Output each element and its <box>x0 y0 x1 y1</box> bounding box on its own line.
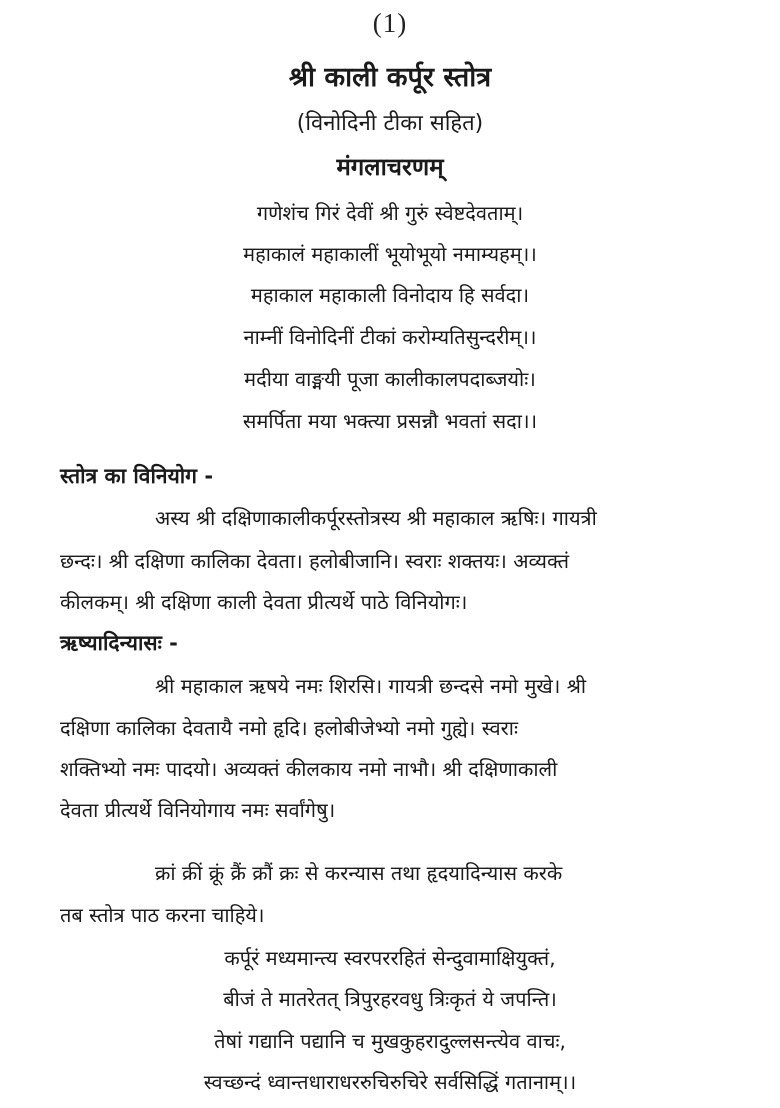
viniyog-line: छन्दः। श्री दक्षिणा कालिका देवता। हलोबीजानि। स्वराः शक्तयः। अव्यक्तं <box>60 549 570 573</box>
viniyog-line: अस्य श्री दक्षिणाकालीकर्पूरस्तोत्रस्य श्री महाकाल ऋषिः। गायत्री <box>155 506 597 530</box>
page-subtitle: (विनोदिनी टीका सहित) <box>296 111 484 136</box>
page-title: श्री काली कर्पूर स्तोत्र <box>288 62 492 93</box>
rishyadinyas-line: श्री महाकाल ऋषये नमः शिरसि। गायत्री छन्दसे नमो मुखे। श्री <box>155 674 587 698</box>
rishyadinyas-heading: ऋष्यादिन्यासः - <box>60 631 178 655</box>
stotra-verse-line: कर्पूरं मध्यमान्त्य स्वरपररहितं सेन्दुवामाक्षियुक्तं, <box>224 946 556 970</box>
viniyog-heading: स्तोत्र का विनियोग - <box>60 464 214 488</box>
stotra-verse-line: बीजं ते मातरेतत् त्रिपुरहरवधु त्रिःकृतं ये जपन्ति। <box>223 987 557 1011</box>
mangalacharan-verse-line: नाम्नीं विनोदिनीं टीकां करोम्यतिसुन्दरीम्।। <box>243 325 537 349</box>
stotra-verse-line: स्वच्छन्दं ध्वान्तधाराधररुचिरुचिरे सर्वसिद्धिं गतानाम्।। <box>203 1070 577 1094</box>
rishyadinyas-line: दक्षिणा कालिका देवतायै नमो हृदि। हलोबीजेभ्यो नमो गुह्ये। स्वराः <box>60 716 519 740</box>
mangalacharan-verse-line: महाकालं महाकालीं भूयोभूयो नमाम्यहम्।। <box>243 242 537 266</box>
mangalacharan-verse-line: समर्पिता मया भक्त्या प्रसन्नौ भवतां सदा।। <box>242 409 538 433</box>
mangalacharan-verse-line: मदीया वाङ्मयी पूजा कालीकालपदाब्जयोः। <box>244 367 536 391</box>
rishyadinyas-line: शक्तिभ्यो नमः पादयो। अव्यक्तं कीलकाय नमो नाभौ। श्री दक्षिणाकाली <box>60 757 558 781</box>
karanyas-line: क्रां क्रीं क्रूं क्रैं क्रौं क्रः से करन्यास तथा हृदयादिन्यास करके <box>155 861 563 885</box>
mangalacharan-verse-line: महाकाल महाकाली विनोदाय हि सर्वदा। <box>250 283 530 307</box>
mangalacharan-verse-line: गणेशंच गिरं देवीं श्री गुरुं स्वेष्टदेवताम्। <box>256 201 524 225</box>
mangalacharan-heading: मंगलाचरणम् <box>336 153 444 181</box>
viniyog-line: कीलकम्। श्री दक्षिणा काली देवता प्रीत्यर्थे पाठे विनियोगः। <box>60 590 468 614</box>
karanyas-line: तब स्तोत्र पाठ करना चाहिये। <box>60 903 265 927</box>
rishyadinyas-line: देवता प्रीत्यर्थे विनियोगाय नमः सर्वांगेषु। <box>60 798 336 822</box>
stotra-verse-line: तेषां गद्यानि पद्यानि च मुखकुहरादुल्लसन्त्येव वाचः, <box>214 1029 566 1053</box>
page-number: (1) <box>372 8 408 38</box>
